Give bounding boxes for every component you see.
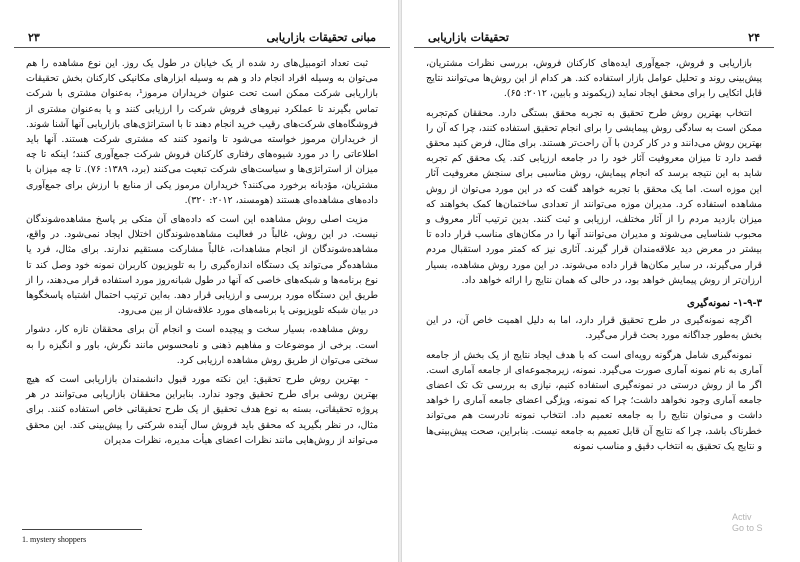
right-page-number: ۲۴	[748, 31, 760, 44]
left-page	[0, 0, 398, 562]
left-page-number: ۲۳	[28, 31, 40, 44]
watermark-line-1: Activ	[732, 512, 752, 522]
right-page	[402, 0, 800, 562]
right-page-body	[414, 48, 774, 454]
footnote-rule	[22, 529, 142, 530]
right-paragraph-4: نمونه‌گیری شامل هرگونه رویه‌ای است که با هدف ایجاد نتایج از یک بخش از جامعه آماری به نام نمونه آماری صورت می‌گیرد. نمونه، زیرمجموعه‌ای از جامعه آماری است. اگر ما از روش درستی در نمونه‌گیری استفاده کنیم، نیازی به بررسی تک تک اعضای جامعه آماری وجود نخواهد داشت؛ چرا که نمونه، ویژگی اعضای جامعه آماری را خواهد داشت و می‌توان نتایج را به جامعه تعمیم داد. انتخاب نمونه نادرست هم می‌تواند خطرناک باشد، چرا که نتایج آن قابل تعمیم به جامعه نیست. بنابراین، صحت پیش‌بینی‌ها و نتایج یک تحقیق به انتخاب دقیق و مناسب نمونه	[426, 349, 762, 452]
right-paragraph-2: انتخاب بهترین روش طرح تحقیق به تجربه محقق بستگی دارد. محققان کم‌تجربه ممکن است به سادگی روش پیمایشی را برای انجام تحقیق استفاده کنند، چرا که آن را بهترین روش می‌دانند و در کار کردن با آن راحت‌تر هستند. برای مثال، فرض کنید محقق قصد دارد تا میزان معروفیت آثار خود را در جامعه ارزیابی کند. یک محقق کم تجربه شاید به این نتیجه برسد که انجام پیمایش، روش مناسبی برای سنجش معروفیت آثار این موزه است. اما یک محقق با تجربه خواهد گفت که در این مورد می‌توان از روش مشاهده استفاده کرد. مدیران موزه می‌توانند از تعدادی ساختمان‌ها کمک بخواهند که میزان بازدید مردم را از آثار مختلف، ارزیابی و ثبت کنند. بدین ترتیب آثار معروف و محبوب شناسایی می‌شوند و مدیران می‌توانند آنها را در مکان‌های مناسب قرار داده تا بیشتر در معرض دید علاقه‌مندان قرار گیرند. آثاری نیز که کمتر مورد استقبال مردم قرار می‌گیرند، در سایر مکان‌ها قرار داده می‌شوند. در این مورد روش مشاهده، بسیار ارزان‌تر از روش پیمایش خواهد بود، در حالی که همان نتایج را ارائه خواهد داد.	[426, 107, 762, 286]
footnote: 1. mystery shoppers	[22, 535, 87, 544]
right-running-title: تحقیقات بازاریابی	[428, 31, 509, 44]
right-page-header	[414, 22, 774, 48]
section-heading: ۱-۹-۳- نمونه‌گیری	[686, 298, 762, 310]
left-paragraph-3: روش مشاهده، بسیار سخت و پیچیده است و انجام آن برای محققان تازه کار، دشوار است. برخی از موضوعات و مفاهیم ذهنی و نامحسوس مانند نگرش، باور و انگیزه را به سختی می‌توان از طریق روش مشاهده ارزیابی کرد.	[26, 324, 378, 366]
left-running-title: مبانی تحقیقات بازاریابی	[266, 31, 376, 44]
right-paragraph-3: اگرچه نمونه‌گیری در طرح تحقیق قرار دارد، اما به دلیل اهمیت خاص آن، در این بخش به‌طور جداگانه مورد بحث قرار می‌گیرد.	[426, 315, 762, 342]
left-page-body	[14, 48, 390, 448]
left-paragraph-4: - بهترین روش طرح تحقیق: این نکته مورد قبول دانشمندان بازاریابی است که هیچ بهترین روشی برای طرح تحقیق وجود ندارد. بنابراین محققان بازاریابی می‌توانند در هر پروژه تحقیقاتی، بسته به نوع هدف تحقیق از یک طرح تحقیقاتی خاص استفاده کنند. برای مثال، در نظر بگیرید که محقق باید فروش سال آینده شرکتی را پیش‌بینی کند. این محقق می‌تواند از روش‌هایی مانند نظرات اعضای هیأت مدیره، نظرات مدیران	[26, 374, 378, 446]
left-paragraph-1: ثبت تعداد اتومبیل‌های رد شده از یک خیابان در طول یک روز. این نوع مشاهده را هم می‌توان به وسیله افراد انجام داد و هم به وسیله ابزارهای مکانیکی کارکنان بخش تحقیقات بازاریابی شرکت ممکن است تحت عنوان خریداران مرموز¹، به‌عنوان مشتری با شرکت تماس بگیرند تا عملکرد نیروهای فروش شرکت را ارزیابی کنند و یا به‌عنوان مشتری از فروشگاه‌های شرکت‌های رقیب خرید انجام دهند تا با استراتژی‌های بازاریابی آنها آشنا شوند. از خریداران مرموز خواسته می‌شود تا وانمود کنند که مشتری شرکت هستند. آنها باید اطلاعاتی را در مورد شیوه‌های رفتاری کارکنان فروش شرکت جمع‌آوری کنند؛ اینکه تا چه میزان از استراتژی‌ها و سیاست‌های شرکت تبعیت می‌کنند (برد، ۱۳۸۹: ۷۶). تا چه میزان با مشتریان، مؤدبانه برخورد می‌کنند؟ خریداران مرموز یکی از منابع با ارزش برای جمع‌آوری داده‌های مشاهده‌ای هستند (هومسند، ۲۰۱۲: ۳۲۰).	[26, 58, 379, 206]
right-paragraph-1: بازاریابی و فروش، جمع‌آوری ایده‌های کارکنان فروش، بررسی نظرات مشتریان، پیش‌بینی روند و تحلیل عوامل بازار استفاده کند. هر کدام از این روش‌ها می‌توانند نتایج قابل اتکایی را برای محقق ایجاد نماید (زیکموند و بابین، ۲۰۱۲: ۶۵).	[426, 58, 762, 100]
left-page-header	[14, 22, 390, 48]
left-paragraph-2: مزیت اصلی روش مشاهده این است که داده‌های آن متکی بر پاسخ مشاهده‌شوندگان نیست. در این روش، غالباً در فعالیت مشاهده‌شوندگان اختلال ایجاد نمی‌شود. در واقع، مشاهده‌شوندگان از انجام مشاهدات، غالباً مشارکت مستقیم ندارند. برای مثال، فرد یا مشاهده‌گر می‌تواند یک دستگاه اندازه‌گیری را به تلویزیون کاربران نمونه خود وصل کند تا نوع برنامه‌ها و شبکه‌های خاصی که آنها در طول شبانه‌روز مورد استفاده قرار می‌دهند، را از طریق این دستگاه مورد بررسی و ارزیابی قرار دهد. به‌این ترتیب احتمال اشتباه پاسخگوها در بیان شبکه تلویزیونی یا برنامه‌های مورد علاقه‌شان از بین می‌رود.	[26, 214, 378, 317]
watermark-line-2: Go to S	[732, 523, 763, 533]
activate-watermark	[732, 512, 790, 548]
